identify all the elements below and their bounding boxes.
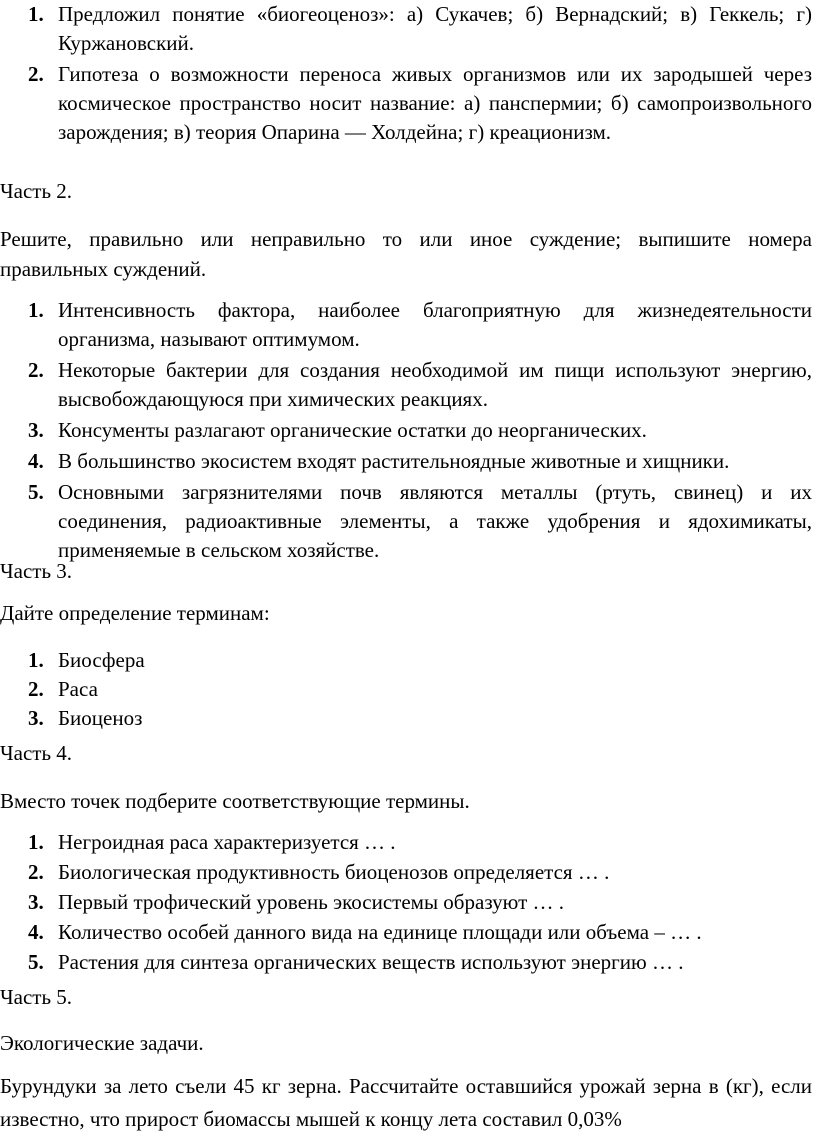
item-text: Некоторые бактерии для создания необходимой им пищи используют энергию, высвобождающуюся при химических реакциях. [58,358,812,411]
part2-statement-list [0,296,812,565]
part5-heading: Часть 5. [0,985,73,1009]
list-item [0,828,812,857]
list-item [0,416,812,445]
part5-task-text: Бурундуки за лето съели 45 кг зерна. Рассчитайте оставшийся урожай зерна в (кг), если известно, что прирост биомассы мышей к концу лета составил 0,03% [0,1074,812,1131]
list-item [0,296,812,354]
part2-instruction: Решите, правильно или неправильно то или иное суждение; выпишите номера правильных суждений. [0,227,812,281]
item-number: 2. [28,358,44,382]
list-item [0,60,812,147]
item-text: Основными загрязнителями почв являются металлы (ртуть, свинец) и их соединения, радиоактивные элементы, а также удобрения и ядохимикаты, применяемые в сельском хозяйстве. [58,480,812,562]
list-item [0,918,812,947]
item-number: 3. [28,706,44,730]
list-item [0,948,812,977]
item-text: Растения для синтеза органических веществ используют энергию … . [58,950,684,974]
part4-instruction: Вместо точек подберите соответствующие термины. [0,789,470,813]
part3-instruction: Дайте определение терминам: [0,601,270,625]
item-text: Негроидная раса характеризуется … . [58,830,396,854]
item-text: Биоценоз [58,706,143,730]
part4-fill-in-list [0,828,812,977]
item-number: 2. [28,860,44,884]
item-number: 2. [28,677,44,701]
item-text: Консументы разлагают органические остатки до неорганических. [58,418,647,442]
item-text: Количество особей данного вида на единице площади или объема – … . [58,920,702,944]
item-text: Биосфера [58,648,145,672]
list-item [0,888,812,917]
item-number: 1. [28,2,44,26]
list-item [0,478,812,565]
item-number: 5. [28,480,44,504]
part4-heading: Часть 4. [0,741,73,765]
part3-term-list [0,646,812,733]
item-number: 1. [28,648,44,672]
item-number: 4. [28,920,44,944]
list-item [0,858,812,887]
list-item [0,675,812,704]
part5-subheading: Экологические задачи. [0,1031,204,1055]
item-text: Гипотеза о возможности переноса живых организмов или их зародышей через космическое пространство носит название: а) панспермии; б) самопроизвольного зарождения; в) теория Опарина — Холдейна; г) креационизм. [58,62,812,144]
list-item [0,0,812,58]
item-text: Биологическая продуктивность биоценозов определяется … . [58,860,610,884]
part1-question-list [0,0,812,147]
item-text: Интенсивность фактора, наиболее благоприятную для жизнедеятельности организма, называют оптимумом. [58,298,812,351]
item-text: В большинство экосистем входят растительноядные животные и хищники. [58,449,730,473]
part2-heading: Часть 2. [0,179,73,203]
part3-heading: Часть 3. [0,559,73,583]
list-item [0,356,812,414]
item-number: 1. [28,830,44,854]
item-text: Предложил понятие «биогеоценоз»: а) Сукачев; б) Вернадский; в) Геккель; г) Куржановский. [58,2,812,55]
item-number: 2. [28,62,44,86]
item-text: Раса [58,677,98,701]
list-item [0,704,812,733]
item-number: 4. [28,449,44,473]
list-item [0,646,812,675]
item-number: 5. [28,950,44,974]
list-item [0,447,812,476]
item-number: 3. [28,418,44,442]
item-number: 3. [28,890,44,914]
item-number: 1. [28,298,44,322]
item-text: Первый трофический уровень экосистемы образуют … . [58,890,565,914]
